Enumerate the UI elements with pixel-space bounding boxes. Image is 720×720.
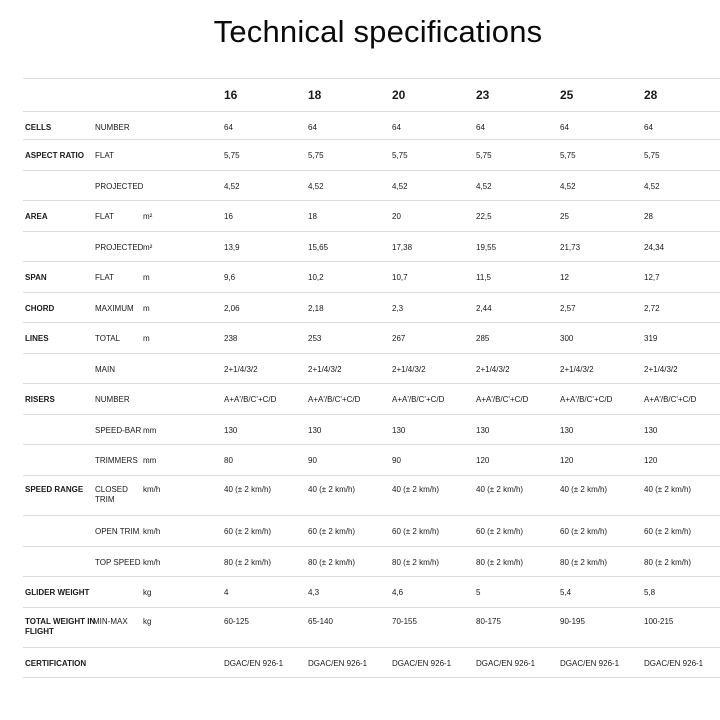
value-cell: 18 bbox=[308, 212, 317, 221]
spec-row bbox=[23, 475, 720, 515]
row-unit: m bbox=[143, 334, 150, 343]
value-cell: 238 bbox=[224, 334, 238, 343]
spec-row bbox=[23, 261, 720, 292]
value-cell: 12,7 bbox=[644, 273, 660, 282]
table-bottom-border bbox=[23, 677, 720, 678]
size-header: 18 bbox=[308, 88, 322, 102]
row-unit: mm bbox=[143, 426, 157, 435]
row-unit: m² bbox=[143, 243, 153, 252]
row-sublabel: PROJECTED bbox=[95, 182, 144, 191]
value-cell: 4,52 bbox=[644, 182, 660, 191]
spec-row bbox=[23, 576, 720, 607]
value-cell: 5,75 bbox=[560, 151, 576, 160]
value-cell: 253 bbox=[308, 334, 322, 343]
value-cell: 64 bbox=[644, 123, 653, 132]
row-unit: kg bbox=[143, 617, 152, 626]
spec-row bbox=[23, 353, 720, 383]
value-cell: 4,52 bbox=[392, 182, 408, 191]
value-cell: 2,72 bbox=[644, 304, 660, 313]
value-cell: 24,34 bbox=[644, 243, 665, 252]
value-cell: 12 bbox=[560, 273, 569, 282]
spec-row bbox=[23, 647, 720, 677]
spec-row bbox=[23, 515, 720, 546]
value-cell: 130 bbox=[392, 426, 406, 435]
row-sublabel: MAIN bbox=[95, 365, 115, 374]
spec-row bbox=[23, 383, 720, 414]
value-cell: 90-195 bbox=[560, 617, 585, 626]
value-cell: 2+1/4/3/2 bbox=[476, 365, 510, 374]
value-cell: 60 (± 2 km/h) bbox=[476, 527, 524, 536]
value-cell: 28 bbox=[644, 212, 653, 221]
value-cell: 80 (± 2 km/h) bbox=[224, 558, 272, 567]
value-cell: 5,75 bbox=[392, 151, 408, 160]
value-cell: 40 (± 2 km/h) bbox=[560, 485, 608, 494]
row-label: CHORD bbox=[25, 304, 55, 313]
value-cell: 4 bbox=[224, 588, 229, 597]
spec-row bbox=[23, 444, 720, 475]
value-cell: A+A'/B/C'+C/D bbox=[560, 395, 613, 404]
value-cell: 5 bbox=[476, 588, 481, 597]
header-row bbox=[23, 78, 720, 111]
value-cell: 130 bbox=[308, 426, 322, 435]
row-sublabel: NUMBER bbox=[95, 395, 130, 404]
value-cell: A+A'/B/C'+C/D bbox=[308, 395, 361, 404]
value-cell: 60-125 bbox=[224, 617, 249, 626]
value-cell: 40 (± 2 km/h) bbox=[644, 485, 692, 494]
value-cell: DGAC/EN 926-1 bbox=[476, 659, 536, 668]
spec-table bbox=[23, 78, 720, 678]
value-cell: 60 (± 2 km/h) bbox=[560, 527, 608, 536]
size-header: 25 bbox=[560, 88, 574, 102]
value-cell: 17,38 bbox=[392, 243, 413, 252]
value-cell: 267 bbox=[392, 334, 406, 343]
value-cell: 4,52 bbox=[560, 182, 576, 191]
value-cell: 22,5 bbox=[476, 212, 492, 221]
value-cell: 120 bbox=[560, 456, 574, 465]
spec-row bbox=[23, 111, 720, 139]
row-label: AREA bbox=[25, 212, 48, 221]
value-cell: 60 (± 2 km/h) bbox=[644, 527, 692, 536]
page-title: Technical specifications bbox=[213, 14, 543, 49]
row-label: ASPECT RATIO bbox=[25, 151, 84, 160]
value-cell: DGAC/EN 926-1 bbox=[224, 659, 284, 668]
spec-row bbox=[23, 414, 720, 444]
row-sublabel: TOTAL bbox=[95, 334, 121, 343]
row-unit: km/h bbox=[143, 485, 161, 494]
value-cell: 2,06 bbox=[224, 304, 240, 313]
value-cell: 5,75 bbox=[308, 151, 324, 160]
value-cell: 60 (± 2 km/h) bbox=[392, 527, 440, 536]
value-cell: 100-215 bbox=[644, 617, 674, 626]
value-cell: 64 bbox=[308, 123, 317, 132]
row-sublabel: OPEN TRIM bbox=[95, 527, 140, 536]
value-cell: 64 bbox=[476, 123, 485, 132]
value-cell: 80 (± 2 km/h) bbox=[392, 558, 440, 567]
value-cell: 80 (± 2 km/h) bbox=[308, 558, 356, 567]
row-sublabel: PROJECTED bbox=[95, 243, 144, 252]
row-label: TOTAL WEIGHT IN FLIGHT bbox=[25, 617, 96, 636]
value-cell: 80 bbox=[224, 456, 233, 465]
size-header: 28 bbox=[644, 88, 658, 102]
value-cell: 9,6 bbox=[224, 273, 236, 282]
row-label: RISERS bbox=[25, 395, 55, 404]
row-label: CERTIFICATION bbox=[25, 659, 87, 668]
value-cell: A+A'/B/C'+C/D bbox=[224, 395, 277, 404]
value-cell: 10,7 bbox=[392, 273, 408, 282]
value-cell: 130 bbox=[644, 426, 658, 435]
size-header: 20 bbox=[392, 88, 406, 102]
spec-row bbox=[23, 607, 720, 647]
value-cell: 16 bbox=[224, 212, 233, 221]
value-cell: 80-175 bbox=[476, 617, 501, 626]
value-cell: 40 (± 2 km/h) bbox=[308, 485, 356, 494]
spec-row bbox=[23, 292, 720, 322]
row-sublabel: FLAT bbox=[95, 151, 114, 160]
value-cell: 40 (± 2 km/h) bbox=[224, 485, 272, 494]
value-cell: DGAC/EN 926-1 bbox=[560, 659, 620, 668]
value-cell: 300 bbox=[560, 334, 574, 343]
spec-row bbox=[23, 170, 720, 200]
value-cell: DGAC/EN 926-1 bbox=[308, 659, 368, 668]
row-unit: km/h bbox=[143, 558, 161, 567]
row-sublabel: TRIMMERS bbox=[95, 456, 138, 465]
row-sublabel: MAXIMUM bbox=[95, 304, 134, 313]
value-cell: 70-155 bbox=[392, 617, 417, 626]
row-sublabel: CLOSED TRIM bbox=[95, 485, 128, 504]
value-cell: 90 bbox=[308, 456, 317, 465]
row-unit: kg bbox=[143, 588, 152, 597]
value-cell: 40 (± 2 km/h) bbox=[392, 485, 440, 494]
value-cell: 65-140 bbox=[308, 617, 333, 626]
value-cell: 5,75 bbox=[224, 151, 240, 160]
row-unit: m² bbox=[143, 212, 153, 221]
value-cell: A+A'/B/C'+C/D bbox=[476, 395, 529, 404]
row-sublabel: FLAT bbox=[95, 273, 114, 282]
value-cell: 19,55 bbox=[476, 243, 497, 252]
row-label: CELLS bbox=[25, 123, 52, 132]
size-header: 16 bbox=[224, 88, 238, 102]
value-cell: 64 bbox=[560, 123, 569, 132]
value-cell: 4,6 bbox=[392, 588, 404, 597]
value-cell: 120 bbox=[644, 456, 658, 465]
value-cell: 130 bbox=[224, 426, 238, 435]
value-cell: 130 bbox=[560, 426, 574, 435]
row-sublabel: SPEED-BAR bbox=[95, 426, 142, 435]
value-cell: 13,9 bbox=[224, 243, 240, 252]
value-cell: 2,3 bbox=[392, 304, 404, 313]
value-cell: 64 bbox=[224, 123, 233, 132]
value-cell: 2+1/4/3/2 bbox=[392, 365, 426, 374]
value-cell: 2,18 bbox=[308, 304, 324, 313]
value-cell: 80 (± 2 km/h) bbox=[644, 558, 692, 567]
value-cell: 80 (± 2 km/h) bbox=[476, 558, 524, 567]
value-cell: 90 bbox=[392, 456, 401, 465]
value-cell: 5,8 bbox=[644, 588, 656, 597]
value-cell: 2+1/4/3/2 bbox=[644, 365, 678, 374]
row-sublabel: MIN-MAX bbox=[93, 617, 128, 626]
value-cell: DGAC/EN 926-1 bbox=[644, 659, 704, 668]
value-cell: 10,2 bbox=[308, 273, 324, 282]
value-cell: 25 bbox=[560, 212, 569, 221]
spec-row bbox=[23, 139, 720, 170]
value-cell: 5,75 bbox=[476, 151, 492, 160]
size-header: 23 bbox=[476, 88, 490, 102]
row-unit: mm bbox=[143, 456, 157, 465]
value-cell: 5,75 bbox=[644, 151, 660, 160]
value-cell: 60 (± 2 km/h) bbox=[308, 527, 356, 536]
value-cell: 11,5 bbox=[476, 273, 491, 282]
value-cell: 2+1/4/3/2 bbox=[224, 365, 258, 374]
value-cell: 21,73 bbox=[560, 243, 581, 252]
value-cell: A+A'/B/C'+C/D bbox=[644, 395, 697, 404]
value-cell: 20 bbox=[392, 212, 401, 221]
value-cell: 2,57 bbox=[560, 304, 576, 313]
value-cell: 60 (± 2 km/h) bbox=[224, 527, 272, 536]
value-cell: 5,4 bbox=[560, 588, 572, 597]
row-label: SPAN bbox=[25, 273, 47, 282]
value-cell: 130 bbox=[476, 426, 490, 435]
value-cell: 64 bbox=[392, 123, 401, 132]
value-cell: 285 bbox=[476, 334, 490, 343]
value-cell: 319 bbox=[644, 334, 658, 343]
row-unit: m bbox=[143, 304, 150, 313]
value-cell: 4,52 bbox=[224, 182, 240, 191]
value-cell: 4,52 bbox=[308, 182, 324, 191]
spec-row bbox=[23, 322, 720, 353]
value-cell: 4,52 bbox=[476, 182, 492, 191]
row-unit: m bbox=[143, 273, 150, 282]
row-sublabel: TOP SPEED bbox=[95, 558, 141, 567]
value-cell: 40 (± 2 km/h) bbox=[476, 485, 524, 494]
spec-row bbox=[23, 200, 720, 231]
value-cell: 120 bbox=[476, 456, 490, 465]
row-sublabel: FLAT bbox=[95, 212, 114, 221]
value-cell: DGAC/EN 926-1 bbox=[392, 659, 452, 668]
value-cell: 2,44 bbox=[476, 304, 492, 313]
value-cell: 80 (± 2 km/h) bbox=[560, 558, 608, 567]
spec-row bbox=[23, 231, 720, 261]
row-sublabel: NUMBER bbox=[95, 123, 130, 132]
value-cell: 15,65 bbox=[308, 243, 329, 252]
row-label: SPEED RANGE bbox=[25, 485, 84, 494]
value-cell: 2+1/4/3/2 bbox=[560, 365, 594, 374]
value-cell: A+A'/B/C'+C/D bbox=[392, 395, 445, 404]
row-unit: km/h bbox=[143, 527, 161, 536]
row-label: LINES bbox=[25, 334, 49, 343]
value-cell: 2+1/4/3/2 bbox=[308, 365, 342, 374]
value-cell: 4,3 bbox=[308, 588, 320, 597]
row-label: GLIDER WEIGHT bbox=[25, 588, 90, 597]
spec-row bbox=[23, 546, 720, 576]
